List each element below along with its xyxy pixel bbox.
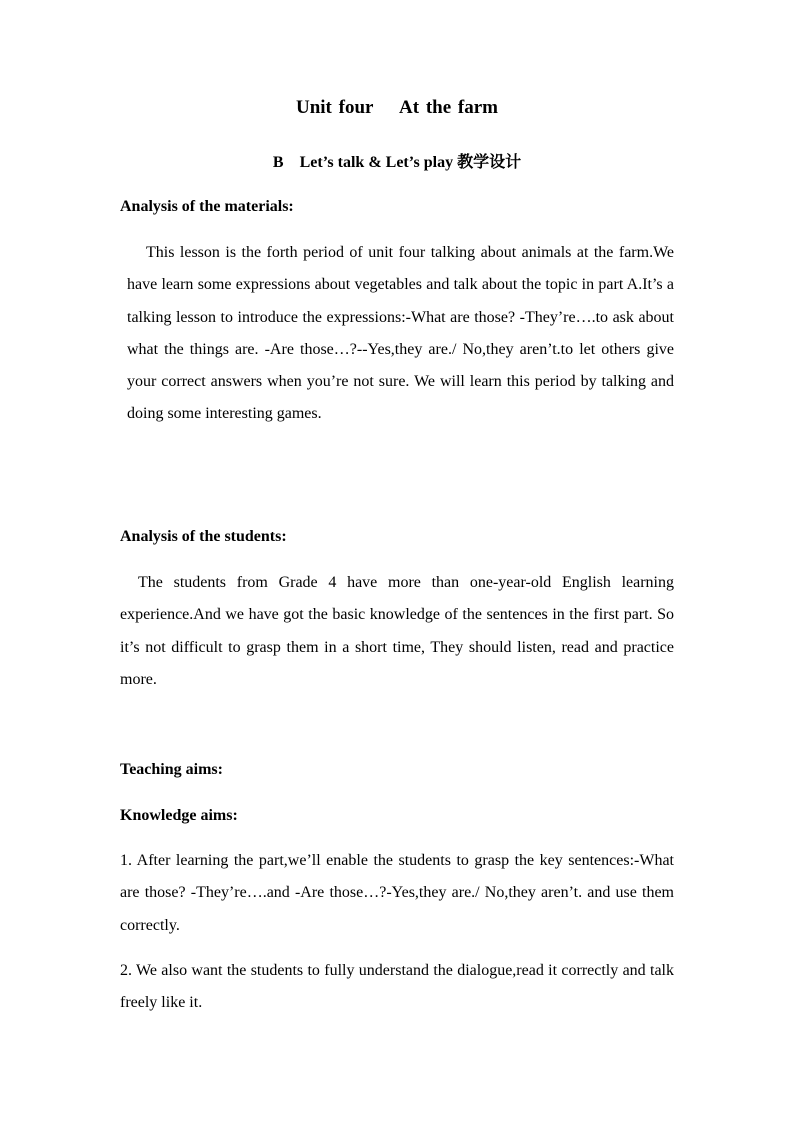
knowledge-aims-heading: Knowledge aims: — [120, 807, 238, 824]
students-heading: Analysis of the students: — [120, 528, 287, 545]
document-title: Unit four At the farm — [295, 97, 499, 118]
knowledge-aim-item-1: 1. After learning the part,we’ll enable the students to grasp the key sentences:-What are those? -They’re….and -Are those…?-Yes,they are./ No,they aren’t. and use them correctly. — [120, 852, 674, 934]
teaching-aims-heading: Teaching aims: — [120, 761, 223, 778]
knowledge-aim-item-2: 2. We also want the students to fully understand the dialogue,read it correctly and talk freely like it. — [120, 962, 674, 1012]
materials-heading: Analysis of the materials: — [120, 198, 294, 215]
document-subtitle: B Let’s talk & Let’s play 教学设计 — [272, 154, 522, 171]
materials-paragraph: This lesson is the forth period of unit four talking about animals at the farm.We have learn some expressions about vegetables and talk about the topic in part A.It’s a talking lesson to introduce the expressions:-What are those? -They’re….to ask about what the things are. -Are those…?--Yes,they are./ No,they aren’t.to let others give your correct answers when you’re not sure. We will learn this period by talking and doing some interesting games. — [127, 244, 674, 423]
students-paragraph: The students from Grade 4 have more than one-year-old English learning experience.And we have got the basic knowledge of the sentences in the first part. So it’s not difficult to grasp them in a short time, They should listen, read and practice more. — [120, 574, 674, 688]
